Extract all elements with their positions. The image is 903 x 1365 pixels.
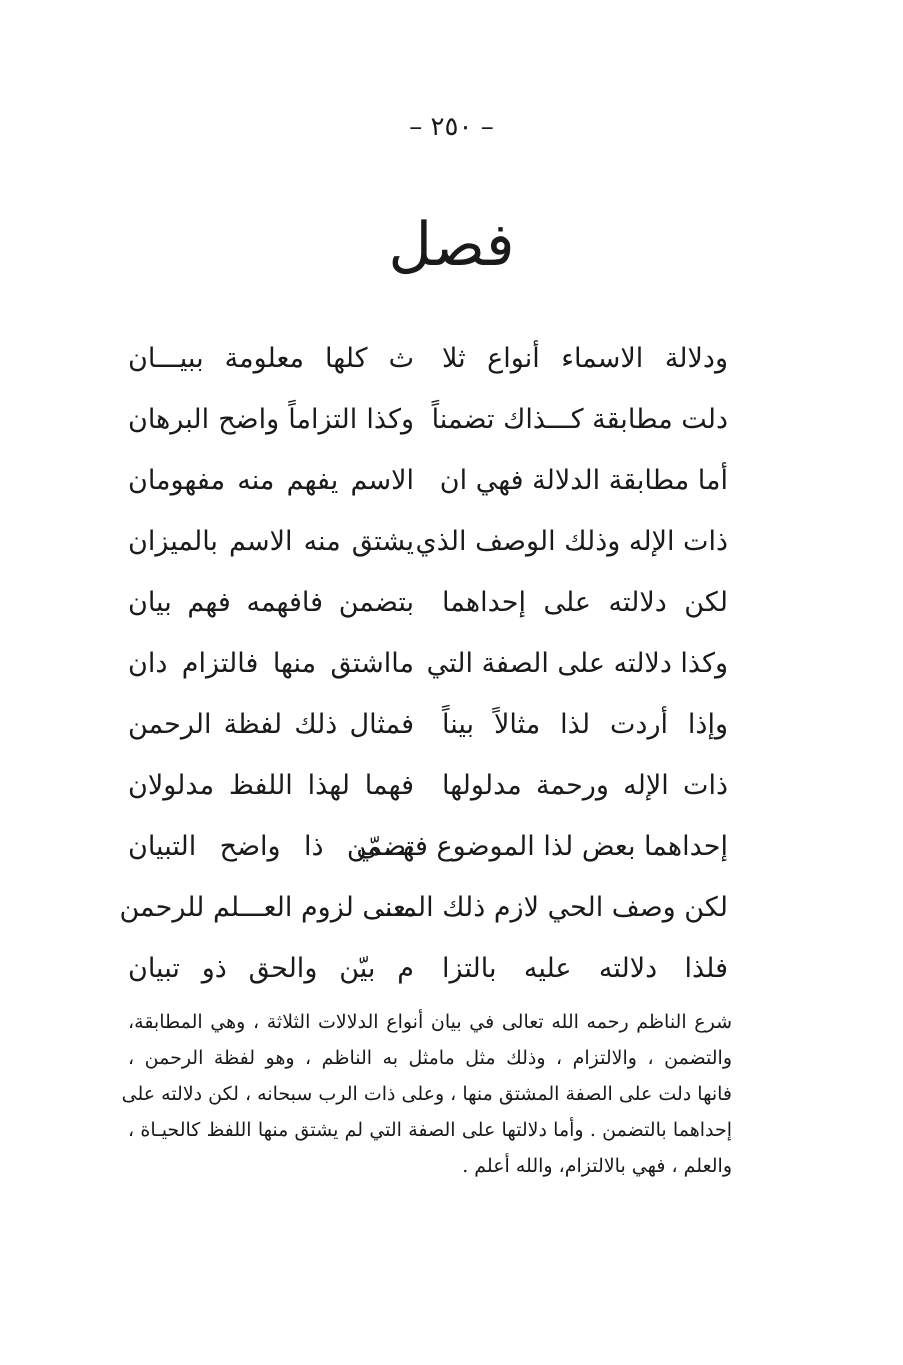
verse — [128, 572, 728, 633]
verse-first-hemistich: ذات الإله وذلك الوصف الذي — [415, 526, 728, 557]
verse-first-hemistich: إحداهما بعض لذا الموضوع فهـــي — [356, 831, 728, 862]
verse-second-hemistich: وكذا التزاماً واضح البرهان — [128, 404, 414, 435]
verse-first-hemistich: لكن دلالته على إحداهما — [442, 587, 728, 618]
verse-first-hemistich: ذات الإله ورحمة مدلولها — [442, 770, 728, 801]
verse-second-hemistich: يشتق منه الاسم بالميزان — [128, 526, 414, 557]
verse-first-hemistich: لكن وصف الحي لازم ذلك المـــ — [378, 892, 728, 923]
verse-first-hemistich: أما مطابقة الدلالة فهي ان — [439, 465, 728, 496]
verse-second-hemistich: مااشتق منها فالتزام دان — [128, 648, 414, 679]
commentary-line: فانها دلت على الصفة المشتق منها ، وعلى ذات الرب سبحانه ، لكن دلالته على — [121, 1083, 732, 1105]
verse-second-hemistich: م بيّن والحق ذو تبيان — [128, 953, 414, 984]
verse — [128, 511, 728, 572]
verse-first-hemistich: وكذا دلالته على الصفة التي — [426, 648, 728, 679]
verse — [128, 938, 728, 999]
commentary-line: والتضمن ، والالتزام ، وذلك مثل مامثل به الناظم ، وهو لفظة الرحمن ، — [128, 1047, 732, 1069]
verse-first-hemistich: وإذا أردت لذا مثالاً بيناً — [442, 709, 728, 740]
section-title: فصل — [388, 210, 515, 280]
commentary-line: والعلم ، فهي بالالتزام، والله أعلم . — [462, 1155, 732, 1177]
verse-second-hemistich: بتضمن فافهمه فهم بيان — [128, 587, 414, 618]
verse — [119, 877, 728, 938]
verse-first-hemistich: ودلالة الاسماء أنواع ثلا — [442, 343, 728, 374]
verse — [128, 328, 728, 389]
verse-second-hemistich: فهما لهذا اللفظ مدلولان — [128, 770, 414, 801]
commentary-line: إحداهما بالتضمن . وأما دلالتها على الصفة التي لم يشتق منها اللفظ كالحيـاة ، — [128, 1119, 732, 1141]
page-number: – ٢٥٠ – — [409, 112, 494, 142]
verse — [128, 816, 728, 877]
commentary-line: شرع الناظم رحمه الله تعالى في بيان أنواع الدلالات الثلاثة ، وهي المطابقة، — [128, 1011, 732, 1033]
verse — [128, 633, 728, 694]
verse-second-hemistich: ث كلها معلومة ببيـــان — [128, 343, 414, 374]
verse-second-hemistich: الاسم يفهم منه مفهومان — [128, 465, 414, 496]
commentary-paragraph — [121, 1004, 732, 1184]
verse-second-hemistich: فمثال ذلك لفظة الرحمن — [128, 709, 414, 740]
verse — [128, 694, 728, 755]
verse-first-hemistich: فلذا دلالته عليه بالتزا — [442, 953, 728, 984]
verse — [128, 389, 728, 450]
verse — [128, 755, 728, 816]
verse-first-hemistich: دلت مطابقة كـــذاك تضمناً — [431, 404, 728, 435]
verse-second-hemistich: تضمّن ذا واضح التبيان — [128, 831, 414, 862]
poem-verses — [119, 328, 728, 999]
verse — [128, 450, 728, 511]
verse-second-hemistich: ـعنى لزوم العـــلم للرحمن — [119, 892, 414, 923]
